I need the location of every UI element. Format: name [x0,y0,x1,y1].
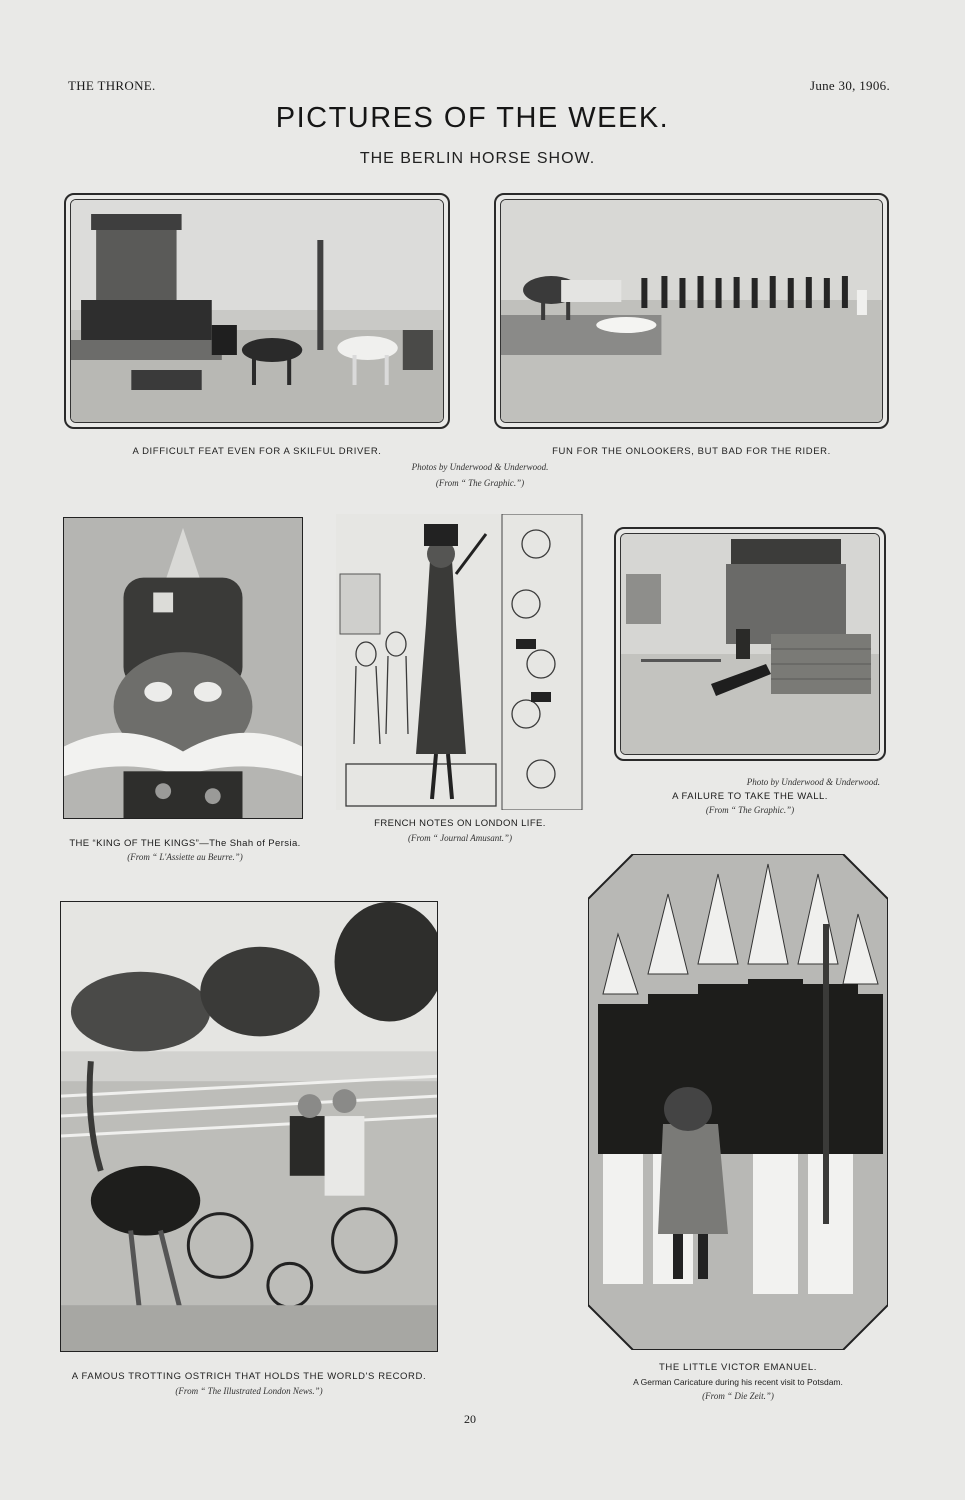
photo-carriage-frame [64,193,450,429]
photo-carriage-driver [70,199,444,423]
caricature-victor-emanuel [588,854,888,1350]
source-london-life: (From “ Journal Amusant.”) [407,833,512,843]
publication-name: THE THRONE. [68,78,156,93]
caption-ostrich: A FAMOUS TROTTING OSTRICH THAT HOLDS THE WORLD'S RECORD. [71,1371,427,1382]
cartoon-shah-frame [63,517,303,819]
source-wall: (From “ The Graphic.”) [705,805,795,815]
page-subtitle: THE BERLIN HORSE SHOW. [359,150,596,167]
london-life-sketch-image [336,514,584,810]
photo-wall-failure [620,533,880,755]
caption-london-life: FRENCH NOTES ON LONDON LIFE. [374,818,546,829]
water-jump-scene-image [501,200,882,422]
page-number: 20 [464,1412,476,1426]
photo-water-jump-frame [494,193,889,429]
top-photo-credit: Photos by Underwood & Underwood. [411,462,549,472]
ostrich-scene-image [61,902,437,1351]
issue-date: June 30, 1906. [809,78,890,93]
caption-victor-emanuel: THE LITTLE VICTOR EMANUEL. [659,1362,817,1373]
wall-jump-scene-image [621,534,879,754]
cartoon-london-life [336,514,584,810]
caption-shah: THE “KING OF THE KINGS”—The Shah of Persia. [69,838,301,849]
top-photo-source: (From “ The Graphic.”) [435,478,525,488]
shah-caricature-image [64,518,302,818]
caption-carriage: A DIFFICULT FEAT EVEN FOR A SKILFUL DRIVER. [132,446,382,457]
photo-water-jump [500,199,883,423]
caption-water-jump: FUN FOR THE ONLOOKERS, BUT BAD FOR THE RIDER. [552,446,831,457]
credit-wall: Photo by Underwood & Underwood. [746,777,880,787]
victor-emanuel-caricature-image [588,854,888,1350]
source-ostrich: (From “ The Illustrated London News.”) [175,1386,323,1396]
carriage-scene-image [71,200,443,422]
photo-wall-frame [614,527,886,761]
caption-wall: A FAILURE TO TAKE THE WALL. [672,791,828,802]
source-shah: (From “ L'Assiette au Beurre.”) [127,852,243,862]
description-victor-emanuel: A German Caricature during his recent visit to Potsdam. [633,1377,843,1387]
page-title: PICTURES OF THE WEEK. [275,102,670,134]
source-victor-emanuel: (From “ Die Zeit.”) [702,1391,774,1401]
photo-ostrich-frame [60,901,438,1352]
